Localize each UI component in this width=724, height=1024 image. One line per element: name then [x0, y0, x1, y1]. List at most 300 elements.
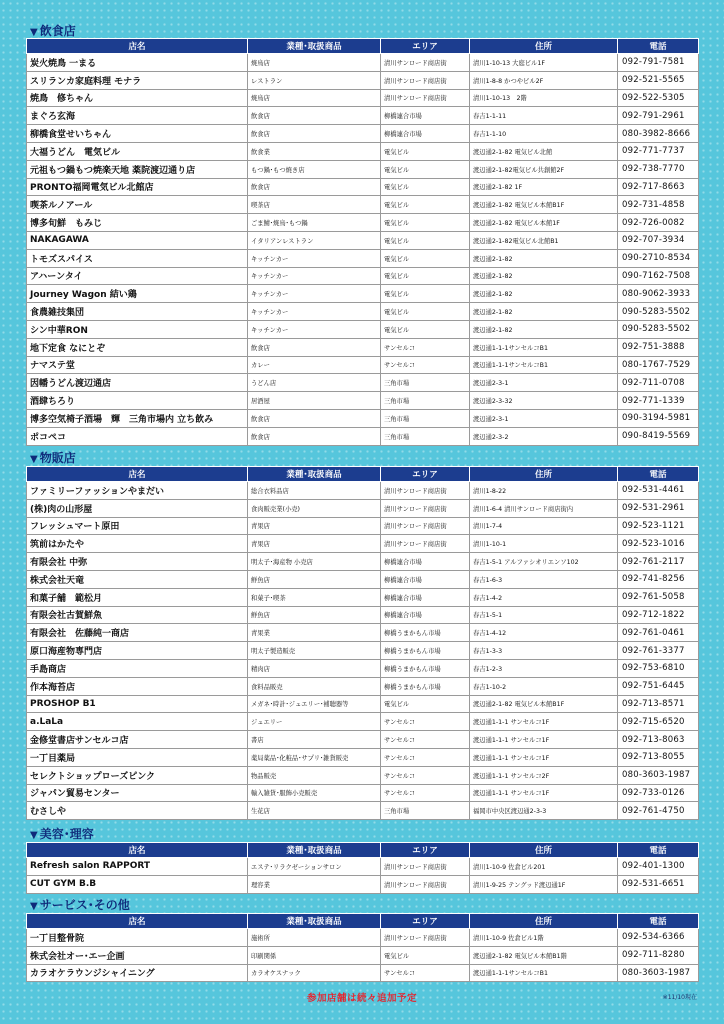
business-type-cell: 食肉販売業(小売) [248, 499, 381, 517]
area-cell: 清川サンロード商店街 [381, 499, 470, 517]
area-cell: 電気ビル [381, 695, 470, 713]
business-type-cell: うどん店 [248, 374, 381, 392]
shop-name-cell: 焼鳥 修ちゃん [27, 89, 248, 107]
phone-cell: 092-711-8280 [618, 946, 699, 964]
table-row [27, 71, 699, 89]
phone-cell: 092-713-8571 [618, 695, 699, 713]
phone-cell: 092-761-0461 [618, 624, 699, 642]
table-row [27, 178, 699, 196]
table-row [27, 427, 699, 445]
address-cell: 渡辺通1-1-1サンセルコB1 [470, 356, 618, 374]
area-cell: サンセルコ [381, 766, 470, 784]
column-header: エリア [381, 467, 470, 482]
area-cell: 柳橋連合市場 [381, 588, 470, 606]
area-cell: 清川サンロード商店街 [381, 71, 470, 89]
shop-name-cell: 博多空気椅子酒場 輝 三角市場内 立ち飲み [27, 409, 248, 427]
business-type-cell: キッチンカー [248, 249, 381, 267]
table-row [27, 802, 699, 820]
phone-cell: 080-3603-1987 [618, 766, 699, 784]
table-row [27, 929, 699, 947]
phone-cell: 092-715-6520 [618, 713, 699, 731]
shop-name-cell: 株式会社オー･エー企画 [27, 946, 248, 964]
table-row [27, 606, 699, 624]
address-cell: 渡辺通2-1-82 電気ビル本館1F [470, 214, 618, 232]
phone-cell: 090-2710-8534 [618, 249, 699, 267]
table-row [27, 356, 699, 374]
phone-cell: 092-738-7770 [618, 160, 699, 178]
area-cell: 三角市場 [381, 409, 470, 427]
area-cell: 清川サンロード商店街 [381, 482, 470, 500]
address-cell: 渡辺通2-1-82 [470, 249, 618, 267]
triangle-down-icon: ▼ [30, 901, 38, 912]
column-header: 電話 [618, 914, 699, 929]
shop-name-cell: Journey Wagon 結い鶏 [27, 285, 248, 303]
table-header-row [27, 39, 699, 54]
address-cell: 清川1-8-8 かつやビル2F [470, 71, 618, 89]
phone-cell: 092-717-8663 [618, 178, 699, 196]
business-type-cell: 鮮魚店 [248, 606, 381, 624]
business-type-cell: 飲食店 [248, 338, 381, 356]
shop-name-cell: 一丁目整骨院 [27, 929, 248, 947]
area-cell: 清川サンロード商店街 [381, 517, 470, 535]
area-cell: 電気ビル [381, 178, 470, 196]
address-cell: 清川1-10-1 [470, 535, 618, 553]
phone-cell: 092-771-7737 [618, 142, 699, 160]
phone-cell: 092-707-3934 [618, 231, 699, 249]
triangle-down-icon: ▼ [30, 454, 38, 465]
shop-name-cell: PROSHOP B1 [27, 695, 248, 713]
business-type-cell: 書店 [248, 731, 381, 749]
triangle-down-icon: ▼ [30, 27, 38, 38]
address-cell: 渡辺通2-3-1 [470, 409, 618, 427]
business-type-cell: 印刷関係 [248, 946, 381, 964]
address-cell: 渡辺通2-1-82 [470, 285, 618, 303]
table-header-row [27, 467, 699, 482]
table-row [27, 748, 699, 766]
triangle-down-icon: ▼ [30, 830, 38, 841]
table-row [27, 214, 699, 232]
table-row [27, 160, 699, 178]
area-cell: 清川サンロード商店街 [381, 858, 470, 876]
area-cell: 柳橋連合市場 [381, 553, 470, 571]
table-row [27, 89, 699, 107]
column-header: 業種･取扱商品 [248, 843, 381, 858]
shop-name-cell: 手島商店 [27, 659, 248, 677]
business-type-cell: 焼鳥店 [248, 54, 381, 72]
phone-cell: 092-713-8055 [618, 748, 699, 766]
shop-name-cell: 柳橋食堂せいちゃん [27, 125, 248, 143]
area-cell: 清川サンロード商店街 [381, 929, 470, 947]
address-cell: 渡辺通2-3-1 [470, 374, 618, 392]
table-row [27, 964, 699, 982]
column-header: エリア [381, 39, 470, 54]
phone-cell: 090-5283-5502 [618, 303, 699, 321]
address-cell: 渡辺通1-1-1サンセルコB1 [470, 338, 618, 356]
column-header: 業種･取扱商品 [248, 914, 381, 929]
column-header: 電話 [618, 39, 699, 54]
column-header: 業種･取扱商品 [248, 39, 381, 54]
business-type-cell: もつ鍋･もつ焼き店 [248, 160, 381, 178]
shop-name-cell: ナマステ堂 [27, 356, 248, 374]
phone-cell: 092-731-4858 [618, 196, 699, 214]
column-header: エリア [381, 914, 470, 929]
area-cell: サンセルコ [381, 338, 470, 356]
business-type-cell: 鮮魚店 [248, 570, 381, 588]
business-type-cell: キッチンカー [248, 320, 381, 338]
shop-name-cell: スリランカ家庭料理 モナラ [27, 71, 248, 89]
phone-cell: 092-751-6445 [618, 677, 699, 695]
address-cell: 清川1-6-4 清川サンロード商店街内 [470, 499, 618, 517]
business-type-cell: 喫茶店 [248, 196, 381, 214]
address-cell: 渡辺通1-1-1 サンセルコ1F [470, 731, 618, 749]
table-row [27, 374, 699, 392]
business-type-cell: レストラン [248, 71, 381, 89]
address-cell: 清川1-10-9 佐倉ビル1階 [470, 929, 618, 947]
table-retail [26, 466, 699, 820]
business-type-cell: 飲食店 [248, 125, 381, 143]
table-header-row [27, 843, 699, 858]
table-row [27, 875, 699, 893]
area-cell: サンセルコ [381, 713, 470, 731]
business-type-cell: 飲食店 [248, 107, 381, 125]
phone-cell: 080-3982-8666 [618, 125, 699, 143]
table-row [27, 659, 699, 677]
address-cell: 清川1-10-9 佐倉ビル201 [470, 858, 618, 876]
shop-name-cell: 炭火焼鳥 一まる [27, 54, 248, 72]
address-cell: 春吉1-4-2 [470, 588, 618, 606]
business-type-cell: 食料品販売 [248, 677, 381, 695]
business-type-cell: 和菓子･喫茶 [248, 588, 381, 606]
table-row [27, 677, 699, 695]
table-beauty [26, 842, 699, 894]
table-food [26, 38, 699, 446]
table-row [27, 570, 699, 588]
shop-name-cell: CUT GYM B.B [27, 875, 248, 893]
table-service [26, 913, 699, 982]
address-cell: 清川1-7-4 [470, 517, 618, 535]
shop-name-cell: Refresh salon RAPPORT [27, 858, 248, 876]
table-row [27, 231, 699, 249]
business-type-cell: キッチンカー [248, 303, 381, 321]
address-cell: 春吉1-1-10 [470, 125, 618, 143]
address-cell: 渡辺通2-1-82 1F [470, 178, 618, 196]
table-row [27, 624, 699, 642]
address-cell: 春吉1-3-3 [470, 642, 618, 660]
phone-cell: 092-523-1121 [618, 517, 699, 535]
business-type-cell: 青果業 [248, 624, 381, 642]
phone-cell: 092-761-5058 [618, 588, 699, 606]
column-header: 店名 [27, 39, 248, 54]
table-row [27, 713, 699, 731]
area-cell: 清川サンロード商店街 [381, 54, 470, 72]
shop-name-cell: 筑前はかたや [27, 535, 248, 553]
table-row [27, 499, 699, 517]
table-row [27, 196, 699, 214]
phone-cell: 092-534-6366 [618, 929, 699, 947]
footer-note: 参加店舗は続々追加予定 [306, 993, 417, 1004]
area-cell: 柳橋うまかもん市場 [381, 624, 470, 642]
business-type-cell: 生花店 [248, 802, 381, 820]
phone-cell: 092-522-5305 [618, 89, 699, 107]
phone-cell: 092-726-0082 [618, 214, 699, 232]
shop-name-cell: フレッシュマート原田 [27, 517, 248, 535]
phone-cell: 092-401-1300 [618, 858, 699, 876]
business-type-cell: キッチンカー [248, 285, 381, 303]
phone-cell: 092-521-5565 [618, 71, 699, 89]
address-cell: 渡辺通1-1-1 サンセルコ1F [470, 748, 618, 766]
column-header: 住所 [470, 843, 618, 858]
business-type-cell: 精肉店 [248, 659, 381, 677]
business-type-cell: 飲食店 [248, 409, 381, 427]
address-cell: 渡辺通1-1-1 サンセルコ1F [470, 713, 618, 731]
table-row [27, 858, 699, 876]
phone-cell: 092-791-2961 [618, 107, 699, 125]
shop-name-cell: 地下定食 なにとぞ [27, 338, 248, 356]
business-type-cell: 施術所 [248, 929, 381, 947]
phone-cell: 092-733-0126 [618, 784, 699, 802]
address-cell: 春吉1-4-12 [470, 624, 618, 642]
phone-cell: 090-3194-5981 [618, 409, 699, 427]
area-cell: 柳橋連合市場 [381, 606, 470, 624]
table-row [27, 249, 699, 267]
table-row [27, 766, 699, 784]
shop-name-cell: 有限会社 佐藤純一商店 [27, 624, 248, 642]
business-type-cell: キッチンカー [248, 267, 381, 285]
column-header: 店名 [27, 914, 248, 929]
phone-cell: 092-523-1016 [618, 535, 699, 553]
table-row [27, 482, 699, 500]
address-cell: 渡辺通1-1-1 サンセルコ1F [470, 784, 618, 802]
business-type-cell: 明太子･海産物 小売店 [248, 553, 381, 571]
address-cell: 春吉1-5-1 アルファシオリエンソ102 [470, 553, 618, 571]
area-cell: 電気ビル [381, 285, 470, 303]
phone-cell: 080-9062-3933 [618, 285, 699, 303]
shop-name-cell: 因幡うどん渡辺通店 [27, 374, 248, 392]
area-cell: 清川サンロード商店街 [381, 535, 470, 553]
shop-name-cell: 金修堂書店サンセルコ店 [27, 731, 248, 749]
phone-cell: 092-761-4750 [618, 802, 699, 820]
phone-cell: 092-741-8256 [618, 570, 699, 588]
area-cell: 柳橋うまかもん市場 [381, 642, 470, 660]
phone-cell: 092-761-3377 [618, 642, 699, 660]
business-type-cell: メガネ･時計･ジュエリー･補聴器等 [248, 695, 381, 713]
phone-cell: 092-711-0708 [618, 374, 699, 392]
section-title-retail: ▼ 物販店 [30, 451, 76, 465]
business-type-cell: ジュエリー [248, 713, 381, 731]
address-cell: 渡辺通2-3-2 [470, 427, 618, 445]
address-cell: 渡辺通1-1-1 サンセルコ2F [470, 766, 618, 784]
table-row [27, 303, 699, 321]
phone-cell: 092-531-4461 [618, 482, 699, 500]
address-cell: 春吉1-1-11 [470, 107, 618, 125]
date-footnote: ※11/10現在 [662, 994, 697, 1001]
shop-name-cell: 一丁目薬局 [27, 748, 248, 766]
business-type-cell: 青果店 [248, 535, 381, 553]
phone-cell: 092-751-3888 [618, 338, 699, 356]
section-title-beauty: ▼ 美容･理容 [30, 827, 94, 841]
business-type-cell: 飲食業 [248, 142, 381, 160]
business-type-cell: エステ･リラクゼーションサロン [248, 858, 381, 876]
table-row [27, 320, 699, 338]
area-cell: 電気ビル [381, 946, 470, 964]
address-cell: 渡辺通2-1-82 電気ビル北館 [470, 142, 618, 160]
phone-cell: 092-531-2961 [618, 499, 699, 517]
area-cell: 電気ビル [381, 249, 470, 267]
phone-cell: 092-713-8063 [618, 731, 699, 749]
column-header: エリア [381, 843, 470, 858]
area-cell: 電気ビル [381, 142, 470, 160]
address-cell: 清川1-10-13 大庭ビル1F [470, 54, 618, 72]
area-cell: サンセルコ [381, 731, 470, 749]
phone-cell: 092-531-6651 [618, 875, 699, 893]
shop-name-cell: ファミリーファッションやまだい [27, 482, 248, 500]
phone-cell: 092-791-7581 [618, 54, 699, 72]
address-cell: 春吉1-10-2 [470, 677, 618, 695]
business-type-cell: 明太子製造販売 [248, 642, 381, 660]
business-type-cell: ごま鯖･焼鳥･もつ鍋 [248, 214, 381, 232]
phone-cell: 092-761-2117 [618, 553, 699, 571]
address-cell: 福岡市中央区渡辺通2-3-3 [470, 802, 618, 820]
area-cell: 電気ビル [381, 320, 470, 338]
area-cell: 電気ビル [381, 160, 470, 178]
table-row [27, 642, 699, 660]
business-type-cell: カレー [248, 356, 381, 374]
area-cell: 電気ビル [381, 267, 470, 285]
phone-cell: 092-712-1822 [618, 606, 699, 624]
area-cell: 清川サンロード商店街 [381, 875, 470, 893]
shop-name-cell: 株式会社天竜 [27, 570, 248, 588]
table-row [27, 107, 699, 125]
address-cell: 渡辺通2-1-82 [470, 267, 618, 285]
address-cell: 清川1-8-22 [470, 482, 618, 500]
table-row [27, 338, 699, 356]
address-cell: 渡辺通2-1-82電気ビル共創館2F [470, 160, 618, 178]
shop-name-cell: ジャパン貿易センター [27, 784, 248, 802]
table-row [27, 285, 699, 303]
business-type-cell: 焼鳥店 [248, 89, 381, 107]
phone-cell: 090-8419-5569 [618, 427, 699, 445]
phone-cell: 090-7162-7508 [618, 267, 699, 285]
area-cell: 電気ビル [381, 196, 470, 214]
address-cell: 渡辺通1-1-1サンセルコB1 [470, 964, 618, 982]
area-cell: 柳橋連合市場 [381, 570, 470, 588]
section-title-service: ▼ サービス･その他 [30, 898, 130, 912]
section-title-food: ▼ 飲食店 [30, 24, 76, 38]
shop-name-cell: シン中華RON [27, 320, 248, 338]
table-row [27, 267, 699, 285]
address-cell: 清川1-10-13 2階 [470, 89, 618, 107]
area-cell: サンセルコ [381, 964, 470, 982]
table-row [27, 553, 699, 571]
address-cell: 渡辺通2-1-82 電気ビル本館B1F [470, 695, 618, 713]
business-type-cell: イタリアンレストラン [248, 231, 381, 249]
shop-name-cell: 和菓子舗 範松月 [27, 588, 248, 606]
address-cell: 春吉1-2-3 [470, 659, 618, 677]
shop-name-cell: むさしや [27, 802, 248, 820]
business-type-cell: 薬局薬品･化粧品･サプリ･雑貨販売 [248, 748, 381, 766]
table-row [27, 731, 699, 749]
address-cell: 渡辺通2-1-82 [470, 320, 618, 338]
shop-name-cell: 元祖もつ鍋もつ焼楽天地 薬院渡辺通り店 [27, 160, 248, 178]
shop-name-cell: (株)肉の山形屋 [27, 499, 248, 517]
business-type-cell: カラオケスナック [248, 964, 381, 982]
column-header: 住所 [470, 467, 618, 482]
shop-name-cell: 喫茶ルノアール [27, 196, 248, 214]
phone-cell: 092-771-1339 [618, 392, 699, 410]
table-row [27, 517, 699, 535]
shop-name-cell: 有限会社古賀鮮魚 [27, 606, 248, 624]
area-cell: サンセルコ [381, 748, 470, 766]
table-row [27, 54, 699, 72]
address-cell: 清川1-9-25 テングッド渡辺通1F [470, 875, 618, 893]
address-cell: 渡辺通2-1-82 [470, 303, 618, 321]
shop-name-cell: カラオケラウンジシャイニング [27, 964, 248, 982]
area-cell: 柳橋連合市場 [381, 125, 470, 143]
table-row [27, 142, 699, 160]
table-row [27, 784, 699, 802]
column-header: 電話 [618, 843, 699, 858]
column-header: 住所 [470, 39, 618, 54]
column-header: 店名 [27, 467, 248, 482]
business-type-cell: 飲食店 [248, 427, 381, 445]
area-cell: 電気ビル [381, 303, 470, 321]
shop-name-cell: アハーンタイ [27, 267, 248, 285]
address-cell: 春吉1-5-1 [470, 606, 618, 624]
table-row [27, 588, 699, 606]
column-header: 電話 [618, 467, 699, 482]
shop-name-cell: NAKAGAWA [27, 231, 248, 249]
business-type-cell: 物品販売 [248, 766, 381, 784]
address-cell: 渡辺通2-1-82電気ビル北館B1 [470, 231, 618, 249]
shop-name-cell: ポコペコ [27, 427, 248, 445]
business-type-cell: 総合衣料品店 [248, 482, 381, 500]
shop-name-cell: 有限会社 中弥 [27, 553, 248, 571]
table-row [27, 946, 699, 964]
table-row [27, 392, 699, 410]
shop-name-cell: 酒肆ちろり [27, 392, 248, 410]
area-cell: 柳橋うまかもん市場 [381, 659, 470, 677]
phone-cell: 080-3603-1987 [618, 964, 699, 982]
phone-cell: 080-1767-7529 [618, 356, 699, 374]
phone-cell: 092-753-6810 [618, 659, 699, 677]
area-cell: 柳橋連合市場 [381, 107, 470, 125]
shop-name-cell: 大福うどん 電気ビル [27, 142, 248, 160]
shop-name-cell: 作本海苔店 [27, 677, 248, 695]
shop-name-cell: PRONTO福岡電気ビル北館店 [27, 178, 248, 196]
phone-cell: 090-5283-5502 [618, 320, 699, 338]
area-cell: 三角市場 [381, 392, 470, 410]
area-cell: 清川サンロード商店街 [381, 89, 470, 107]
address-cell: 春吉1-6-3 [470, 570, 618, 588]
area-cell: 電気ビル [381, 214, 470, 232]
address-cell: 渡辺通2-1-82 電気ビル本館B1階 [470, 946, 618, 964]
column-header: 業種･取扱商品 [248, 467, 381, 482]
area-cell: 三角市場 [381, 374, 470, 392]
shop-name-cell: 食農雑技集団 [27, 303, 248, 321]
business-type-cell: 飲食店 [248, 178, 381, 196]
table-row [27, 535, 699, 553]
business-type-cell: 理容業 [248, 875, 381, 893]
address-cell: 渡辺通2-3-32 [470, 392, 618, 410]
table-row [27, 409, 699, 427]
column-header: 住所 [470, 914, 618, 929]
area-cell: サンセルコ [381, 784, 470, 802]
table-header-row [27, 914, 699, 929]
area-cell: 三角市場 [381, 802, 470, 820]
column-header: 店名 [27, 843, 248, 858]
business-type-cell: 居酒屋 [248, 392, 381, 410]
area-cell: 柳橋うまかもん市場 [381, 677, 470, 695]
